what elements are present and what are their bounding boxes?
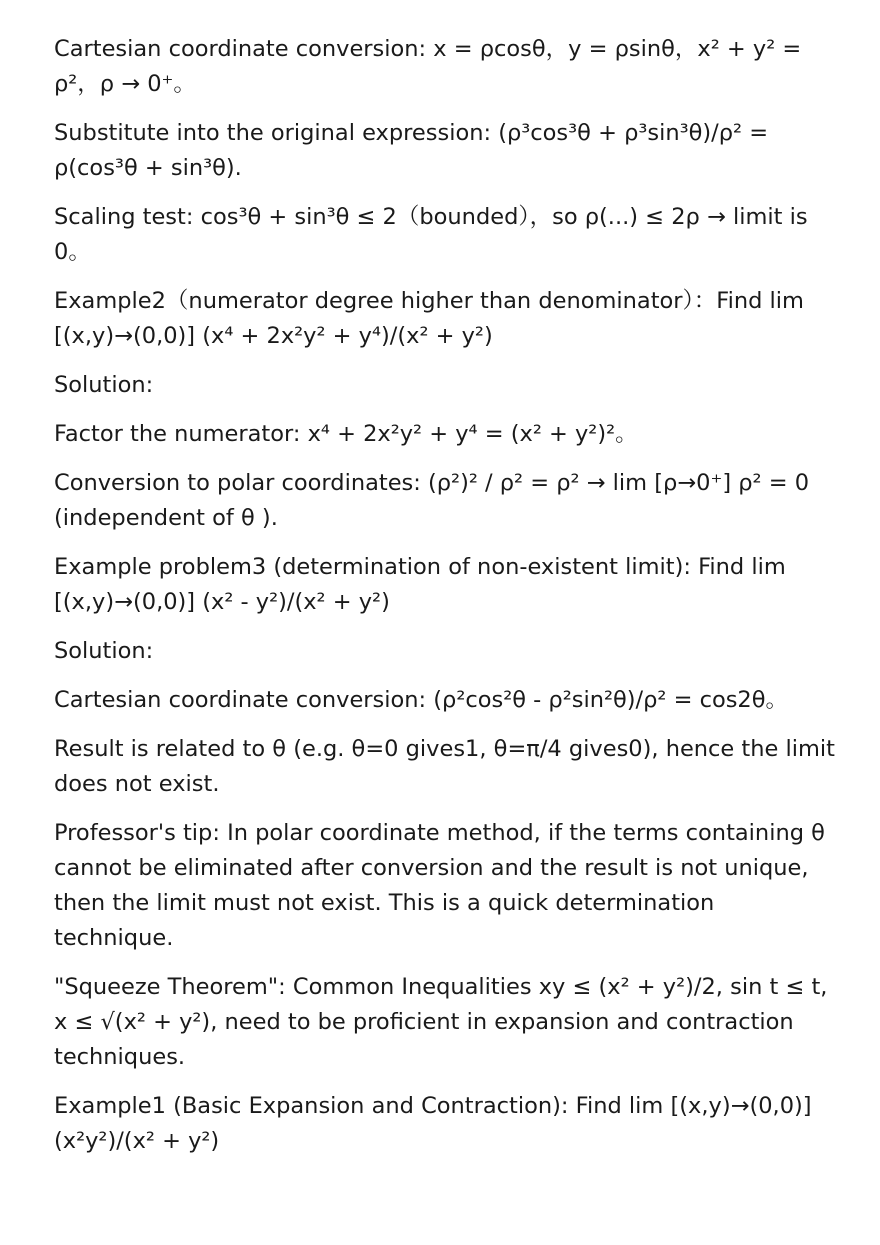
paragraph-factor-numerator: Factor the numerator: x⁴ + 2x²y² + y⁴ = (x² + y²)²。 bbox=[54, 421, 638, 447]
paragraph-polar-conversion: Cartesian coordinate conversion: x = ρcosθ，y = ρsinθ，x² + y² = ρ²，ρ → 0⁺。 bbox=[54, 36, 802, 97]
paragraph-limit-not-exist: Result is related to θ (e.g. θ=0 gives1, θ=π/4 gives0), hence the limit does not exist. bbox=[54, 736, 835, 797]
paragraph-polar-result: Conversion to polar coordinates: (ρ²)² / ρ² = ρ² → lim [ρ→0⁺] ρ² = 0 (independent of θ ). bbox=[54, 470, 810, 531]
paragraph-cartesian-conversion: Cartesian coordinate conversion: (ρ²cos²θ - ρ²sin²θ)/ρ² = cos2θ。 bbox=[54, 687, 789, 713]
paragraph-example1-statement: Example1 (Basic Expansion and Contraction): Find lim [(x,y)→(0,0)] (x²y²)/(x² + y²) bbox=[54, 1093, 812, 1154]
document-page bbox=[54, 32, 840, 1173]
paragraph-solution-label: Solution: bbox=[54, 372, 154, 398]
paragraph-scaling-test: Scaling test: cos³θ + sin³θ ≤ 2（bounded），so ρ(...) ≤ 2ρ → limit is 0。 bbox=[54, 204, 808, 265]
paragraph-substitution: Substitute into the original expression: (ρ³cos³θ + ρ³sin³θ)/ρ² = ρ(cos³θ + sin³θ). bbox=[54, 120, 769, 181]
paragraph-squeeze-theorem: "Squeeze Theorem": Common Inequalities xy ≤ (x² + y²)/2, sin t ≤ t, x ≤ √(x² + y²), need to be proficient in expansion and contraction techniques. bbox=[54, 974, 828, 1070]
paragraph-example3-statement: Example problem3 (determination of non-existent limit): Find lim [(x,y)→(0,0)] (x² - y²)/(x² + y²) bbox=[54, 554, 786, 615]
paragraph-professor-tip: Professor's tip: In polar coordinate method, if the terms containing θ cannot be eliminated after conversion and the result is not unique, then the limit must not exist. This is a quick determination technique. bbox=[54, 820, 825, 951]
paragraph-example2-statement: Example2（numerator degree higher than denominator）：Find lim [(x,y)→(0,0)] (x⁴ + 2x²y² + y⁴)/(x² + y²) bbox=[54, 288, 804, 349]
paragraph-solution-label: Solution: bbox=[54, 638, 154, 664]
